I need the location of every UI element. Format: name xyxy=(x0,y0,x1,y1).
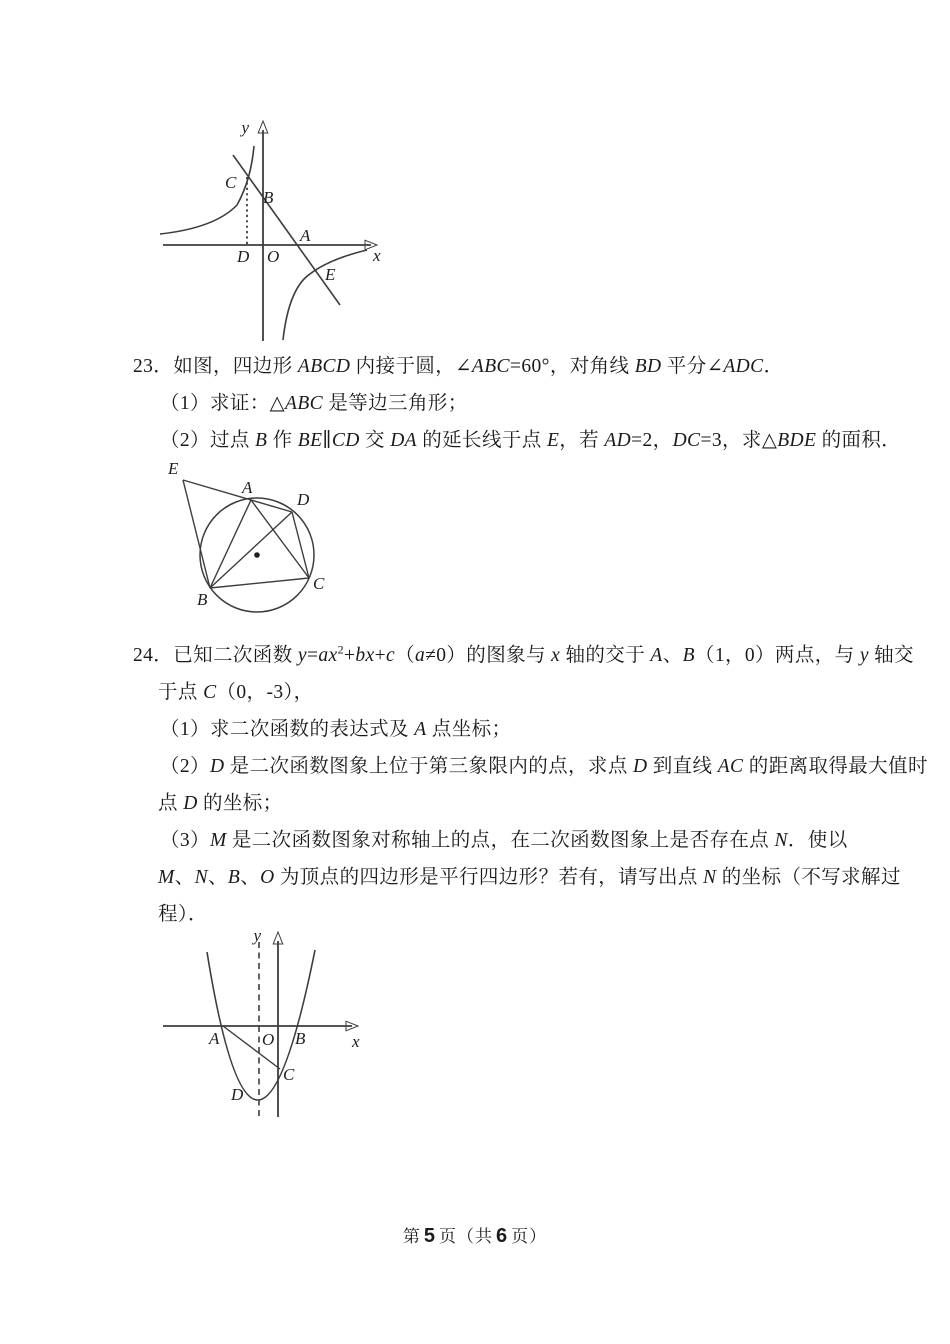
text-segment: 点 xyxy=(158,793,184,814)
text-segment: 点坐标； xyxy=(426,719,512,740)
hyperbola-left-branch xyxy=(160,146,254,234)
problem-24 xyxy=(0,637,950,933)
text-segment: + xyxy=(343,645,356,666)
text-segment: 轴交 xyxy=(868,645,914,666)
text-segment: ∥ xyxy=(322,430,332,451)
text-segment: 、 xyxy=(207,867,228,888)
text-segment: =2， xyxy=(631,430,673,451)
text-segment: bx xyxy=(355,645,375,666)
text-segment: 、 xyxy=(240,867,261,888)
text-segment: （2） xyxy=(160,756,210,777)
text-segment: ABC xyxy=(471,356,510,377)
text-segment: N xyxy=(703,867,717,888)
problem-23-stem xyxy=(0,348,950,385)
point-label-d: D xyxy=(237,247,250,266)
text-segment: ABCD xyxy=(297,356,351,377)
point-label-a: A xyxy=(300,226,311,245)
parabola-figure xyxy=(155,920,375,1132)
text-segment: 2 xyxy=(337,642,344,657)
text-segment: 页（共 xyxy=(439,1227,493,1246)
inscribed-quadrilateral-figure xyxy=(145,455,390,633)
segment-a-c xyxy=(251,500,309,578)
text-segment: 程）． xyxy=(158,904,208,925)
problem-24-stem-line-2 xyxy=(0,674,950,711)
problem-24-stem-line-1 xyxy=(0,637,950,674)
text-segment: （ xyxy=(395,645,415,666)
segment-a-b xyxy=(210,500,251,588)
text-segment: C xyxy=(203,682,217,703)
text-segment: （3） xyxy=(160,830,210,851)
text-segment: （1）求二次函数的表达式及 xyxy=(160,719,415,740)
text-segment: （1，0）两点，与 xyxy=(694,645,860,666)
text-segment: B xyxy=(682,645,695,666)
segment-b-d xyxy=(210,512,292,588)
point-label-b: B xyxy=(295,1029,306,1048)
text-segment: 的坐标（不写求解过 xyxy=(716,867,901,888)
text-segment: ，若 xyxy=(559,430,605,451)
point-label-c: C xyxy=(313,574,325,593)
text-segment: x xyxy=(551,645,561,666)
problem-24-part-3-line-3 xyxy=(0,896,950,933)
problem-24-part-1 xyxy=(0,711,950,748)
text-segment: 是二次函数图象上位于第三象限内的点，求点 xyxy=(224,756,633,777)
text-segment: 内接于圆，∠ xyxy=(350,356,472,377)
point-label-c: C xyxy=(283,1065,295,1084)
text-segment: 5 xyxy=(423,1225,436,1247)
point-label-b: B xyxy=(197,590,208,609)
hyperbola-right-branch xyxy=(283,250,367,340)
problem-24-part-3-line-1 xyxy=(0,822,950,859)
point-label-b: B xyxy=(263,188,274,207)
text-segment: （0，-3）， xyxy=(216,682,314,703)
text-segment: a xyxy=(414,645,426,666)
text-segment: 平分∠ xyxy=(661,356,724,377)
text-segment: E xyxy=(546,430,560,451)
text-segment: M xyxy=(158,867,175,888)
text-segment: 交 xyxy=(359,430,391,451)
text-segment: 到直线 xyxy=(647,756,718,777)
text-segment: 是等边三角形； xyxy=(323,393,468,414)
text-segment: 的延长线于点 xyxy=(416,430,547,451)
hyperbola-line-figure xyxy=(155,110,390,350)
point-label-c: C xyxy=(225,173,237,192)
point-label-e: E xyxy=(168,459,179,478)
text-segment: AC xyxy=(717,756,744,777)
text-segment: ABC xyxy=(285,393,324,414)
text-segment: M xyxy=(209,830,227,851)
text-segment: A xyxy=(414,719,427,740)
text-segment: O xyxy=(260,867,275,888)
axis-label-x: x xyxy=(352,1032,360,1051)
problem-24-part-2-line-1 xyxy=(0,748,950,785)
segment-d-c xyxy=(292,512,309,578)
axis-label-y: y xyxy=(253,926,261,945)
text-segment: A xyxy=(650,645,663,666)
origin-label: O xyxy=(262,1030,275,1049)
problem-23-part-2 xyxy=(0,422,950,459)
text-segment: 作 xyxy=(267,430,298,451)
text-segment: c xyxy=(386,645,396,666)
text-segment: BDE xyxy=(777,430,817,451)
point-label-a: A xyxy=(209,1029,220,1048)
text-segment: B xyxy=(227,867,241,888)
axis-label-x: x xyxy=(373,246,381,265)
text-segment: ax xyxy=(318,645,338,666)
axis-label-y: y xyxy=(241,118,249,137)
text-segment: ． xyxy=(763,356,784,377)
circle-center-dot xyxy=(254,552,260,558)
text-segment: 于点 xyxy=(158,682,204,703)
problem-23-part-1 xyxy=(0,385,950,422)
text-segment: CD xyxy=(331,430,360,451)
text-segment: 的距离取得最大值时 xyxy=(743,756,928,777)
point-label-d: D xyxy=(297,490,310,509)
text-segment: 为顶点的四边形是平行四边形？若有，请写出点 xyxy=(274,867,704,888)
parabola-curve xyxy=(207,950,315,1100)
text-segment: =60°，对角线 xyxy=(509,356,635,377)
text-segment: （2）过点 xyxy=(160,430,256,451)
text-segment: ．使以 xyxy=(787,830,848,851)
text-segment: B xyxy=(255,430,268,451)
text-segment: 轴的交于 xyxy=(560,645,651,666)
text-segment: 的坐标； xyxy=(197,793,283,814)
problem-23 xyxy=(0,348,950,459)
text-segment: 、 xyxy=(662,645,683,666)
text-segment: y xyxy=(297,645,307,666)
text-segment: + xyxy=(374,645,387,666)
text-segment: 23．如图，四边形 xyxy=(133,356,298,377)
problem-24-part-2-line-2 xyxy=(0,785,950,822)
text-segment: （1）求证：△ xyxy=(160,393,286,414)
text-segment: AD xyxy=(604,430,632,451)
text-segment: D xyxy=(183,793,198,814)
segment-e-a-d xyxy=(183,480,292,512)
point-label-d: D xyxy=(231,1085,244,1104)
text-segment: 的面积． xyxy=(816,430,902,451)
text-segment: ≠0）的图象与 xyxy=(425,645,552,666)
text-segment: 24．已知二次函数 xyxy=(133,645,298,666)
segment-b-c xyxy=(210,578,309,588)
text-segment: = xyxy=(306,645,319,666)
secant-line xyxy=(233,155,340,305)
problem-24-part-3-line-2 xyxy=(0,859,950,896)
text-segment: 、 xyxy=(174,867,195,888)
text-segment: y xyxy=(859,645,869,666)
text-segment: DC xyxy=(672,430,701,451)
text-segment: 第 xyxy=(402,1227,421,1246)
text-segment: 是二次函数图象对称轴上的点，在二次函数图象上是否存在点 xyxy=(226,830,775,851)
text-segment: D xyxy=(209,756,225,777)
text-segment: DA xyxy=(390,430,417,451)
point-label-a: A xyxy=(242,478,253,497)
text-segment: BE xyxy=(297,430,323,451)
text-segment: D xyxy=(633,756,648,777)
segment-e-b xyxy=(183,480,210,588)
page-footer xyxy=(0,1222,950,1248)
text-segment: ADC xyxy=(723,356,764,377)
text-segment: =3，求△ xyxy=(700,430,778,451)
origin-label: O xyxy=(267,247,280,266)
text-segment: N xyxy=(194,867,208,888)
text-segment: BD xyxy=(634,356,662,377)
point-label-e: E xyxy=(325,265,336,284)
text-segment: 页） xyxy=(511,1227,548,1246)
text-segment: N xyxy=(774,830,788,851)
text-segment: 6 xyxy=(496,1225,509,1247)
